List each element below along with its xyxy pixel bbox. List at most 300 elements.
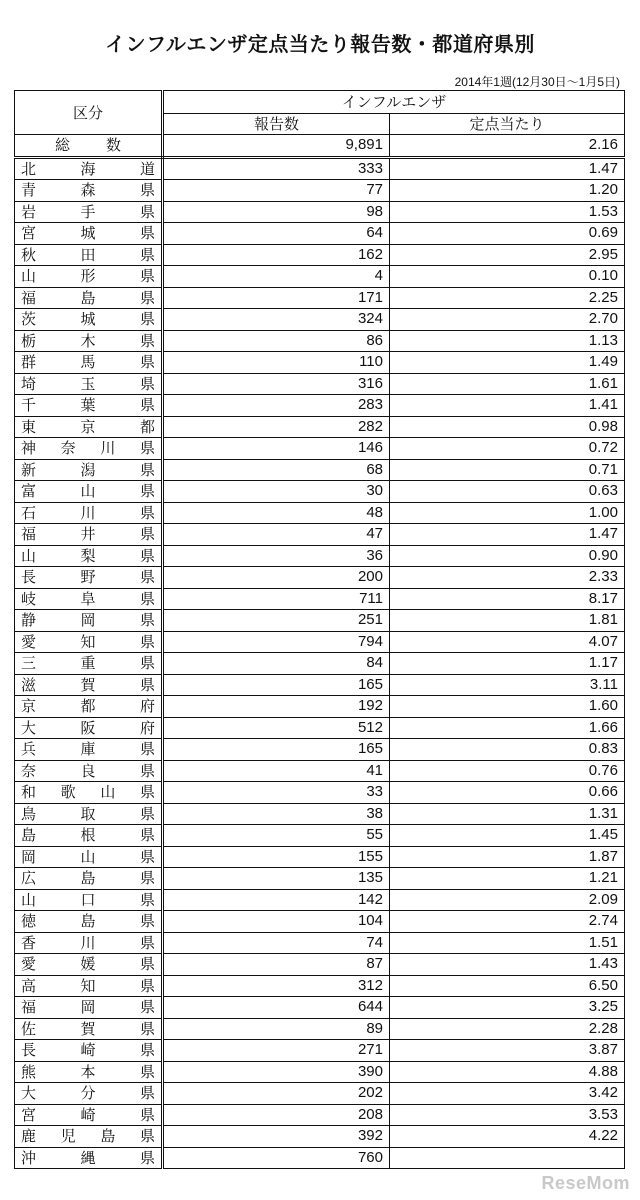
table-row xyxy=(15,438,625,460)
prefecture-name-char: 道 xyxy=(139,159,155,178)
per-sentinel-cell: 1.81 xyxy=(390,610,625,632)
reports-cell: 333 xyxy=(163,157,390,180)
prefecture-name-cell xyxy=(15,545,163,567)
reports-cell: 30 xyxy=(163,481,390,503)
prefecture-name-char: 福 xyxy=(21,998,37,1017)
prefecture-name-cell xyxy=(15,674,163,696)
prefecture-name-char: 県 xyxy=(139,869,155,888)
reports-cell: 711 xyxy=(163,588,390,610)
prefecture-name-char: 県 xyxy=(139,976,155,995)
prefecture-name-char: 愛 xyxy=(21,632,37,651)
per-sentinel-cell: 1.61 xyxy=(390,373,625,395)
per-sentinel-cell: 1.60 xyxy=(390,696,625,718)
prefecture-name-cell xyxy=(15,201,163,223)
prefecture-name-char: 香 xyxy=(21,933,37,952)
per-sentinel-cell: 0.63 xyxy=(390,481,625,503)
table-row xyxy=(15,803,625,825)
prefecture-name-char: 石 xyxy=(21,503,37,522)
prefecture-name-char: 県 xyxy=(139,267,155,286)
prefecture-name-cell xyxy=(15,287,163,309)
table-row xyxy=(15,1040,625,1062)
reports-cell: 202 xyxy=(163,1083,390,1105)
reports-cell: 89 xyxy=(163,1018,390,1040)
reports-cell: 282 xyxy=(163,416,390,438)
per-sentinel-cell: 3.25 xyxy=(390,997,625,1019)
reports-cell: 271 xyxy=(163,1040,390,1062)
per-sentinel-cell: 0.83 xyxy=(390,739,625,761)
prefecture-name-char: 県 xyxy=(139,761,155,780)
per-sentinel-cell: 6.50 xyxy=(390,975,625,997)
prefecture-name-char: 県 xyxy=(139,654,155,673)
prefecture-name-char: 県 xyxy=(139,1084,155,1103)
prefecture-name-char: 岡 xyxy=(80,611,96,630)
table-row xyxy=(15,696,625,718)
prefecture-name-cell xyxy=(15,244,163,266)
per-sentinel-cell: 3.53 xyxy=(390,1104,625,1126)
prefecture-name-char: 野 xyxy=(80,568,96,587)
per-sentinel-cell: 2.28 xyxy=(390,1018,625,1040)
prefecture-name-char: 奈 xyxy=(21,761,37,780)
total-label-char: 数 xyxy=(105,136,121,155)
prefecture-name-char: 熊 xyxy=(21,1062,37,1081)
table-row xyxy=(15,588,625,610)
prefecture-name-char: 県 xyxy=(139,396,155,415)
prefecture-name-cell xyxy=(15,416,163,438)
table-row xyxy=(15,739,625,761)
prefecture-name-char: 山 xyxy=(100,783,116,802)
per-sentinel-cell: 2.09 xyxy=(390,889,625,911)
reports-cell: 4 xyxy=(163,266,390,288)
per-sentinel-cell: 8.17 xyxy=(390,588,625,610)
prefecture-name-char: 京 xyxy=(21,697,37,716)
prefecture-name-char: 県 xyxy=(139,740,155,759)
prefecture-name-char: 県 xyxy=(139,568,155,587)
table-row xyxy=(15,287,625,309)
table-row xyxy=(15,782,625,804)
prefecture-name-cell xyxy=(15,760,163,782)
prefecture-name-cell xyxy=(15,1147,163,1169)
reports-cell: 390 xyxy=(163,1061,390,1083)
per-sentinel-cell: 3.87 xyxy=(390,1040,625,1062)
prefecture-name-char: 県 xyxy=(139,525,155,544)
per-sentinel-cell: 0.66 xyxy=(390,782,625,804)
per-sentinel-cell: 2.95 xyxy=(390,244,625,266)
table-row xyxy=(15,352,625,374)
prefecture-name-char: 川 xyxy=(100,439,116,458)
table-row xyxy=(15,416,625,438)
prefecture-name-char: 県 xyxy=(139,1041,155,1060)
prefecture-name-char: 県 xyxy=(139,181,155,200)
per-sentinel-cell: 0.72 xyxy=(390,438,625,460)
prefecture-name-cell xyxy=(15,825,163,847)
prefecture-name-char: 県 xyxy=(139,1148,155,1167)
per-sentinel-cell: 1.17 xyxy=(390,653,625,675)
reports-cell: 155 xyxy=(163,846,390,868)
total-row xyxy=(15,135,625,158)
per-sentinel-cell: 1.21 xyxy=(390,868,625,890)
prefecture-name-cell xyxy=(15,157,163,180)
prefecture-name-char: 県 xyxy=(139,632,155,651)
prefecture-name-char: 大 xyxy=(21,718,37,737)
per-sentinel-cell: 1.51 xyxy=(390,932,625,954)
table-row xyxy=(15,760,625,782)
per-sentinel-cell: 1.31 xyxy=(390,803,625,825)
reports-cell: 794 xyxy=(163,631,390,653)
reports-cell: 283 xyxy=(163,395,390,417)
reports-cell: 98 xyxy=(163,201,390,223)
table-row xyxy=(15,157,625,180)
table-row xyxy=(15,653,625,675)
page-title: インフルエンザ定点当たり報告数・都道府県別 xyxy=(105,32,535,56)
prefecture-name-char: 県 xyxy=(139,331,155,350)
prefecture-name-char: 県 xyxy=(139,310,155,329)
prefecture-name-char: 静 xyxy=(21,611,37,630)
prefecture-name-char: 栃 xyxy=(21,331,37,350)
prefecture-name-char: 城 xyxy=(80,224,96,243)
prefecture-name-char: 島 xyxy=(100,1127,116,1146)
prefecture-name-char: 梨 xyxy=(80,546,96,565)
table-row xyxy=(15,244,625,266)
prefecture-name-char: 賀 xyxy=(80,1019,96,1038)
prefecture-name-char: 県 xyxy=(139,503,155,522)
prefecture-name-cell xyxy=(15,481,163,503)
reports-cell: 316 xyxy=(163,373,390,395)
reports-header: 報告数 xyxy=(163,114,390,135)
prefecture-name-char: 崎 xyxy=(80,1041,96,1060)
prefecture-name-cell xyxy=(15,330,163,352)
prefecture-name-cell xyxy=(15,502,163,524)
prefecture-name-cell xyxy=(15,911,163,933)
table-row xyxy=(15,997,625,1019)
prefecture-name-cell xyxy=(15,180,163,202)
prefecture-name-char: 川 xyxy=(80,503,96,522)
reports-cell: 68 xyxy=(163,459,390,481)
reports-cell: 644 xyxy=(163,997,390,1019)
prefecture-name-char: 県 xyxy=(139,245,155,264)
influenza-report-table xyxy=(14,90,625,1169)
prefecture-name-char: 鹿 xyxy=(21,1127,37,1146)
per-sentinel-cell: 0.69 xyxy=(390,223,625,245)
prefecture-name-char: 馬 xyxy=(80,353,96,372)
reports-cell: 77 xyxy=(163,180,390,202)
prefecture-name-char: 福 xyxy=(21,525,37,544)
table-row xyxy=(15,1061,625,1083)
table-row xyxy=(15,1104,625,1126)
prefecture-name-char: 埼 xyxy=(21,374,37,393)
prefecture-name-char: 府 xyxy=(139,718,155,737)
prefecture-name-cell xyxy=(15,782,163,804)
reports-cell: 760 xyxy=(163,1147,390,1169)
prefecture-name-char: 県 xyxy=(139,288,155,307)
prefecture-name-char: 県 xyxy=(139,224,155,243)
table-row xyxy=(15,889,625,911)
prefecture-name-char: 長 xyxy=(21,568,37,587)
prefecture-name-char: 県 xyxy=(139,589,155,608)
per-sentinel-header: 定点当たり xyxy=(390,114,625,135)
table-row xyxy=(15,825,625,847)
prefecture-name-char: 井 xyxy=(80,525,96,544)
prefecture-name-char: 岡 xyxy=(80,998,96,1017)
per-sentinel-cell: 4.07 xyxy=(390,631,625,653)
prefecture-name-char: 本 xyxy=(80,1062,96,1081)
reports-cell: 512 xyxy=(163,717,390,739)
per-sentinel-cell: 1.47 xyxy=(390,157,625,180)
prefecture-name-char: 潟 xyxy=(80,460,96,479)
prefecture-name-char: 媛 xyxy=(80,955,96,974)
table-row xyxy=(15,975,625,997)
reports-cell: 146 xyxy=(163,438,390,460)
prefecture-name-char: 千 xyxy=(21,396,37,415)
table-row xyxy=(15,954,625,976)
prefecture-name-cell xyxy=(15,373,163,395)
prefecture-name-char: 山 xyxy=(21,267,37,286)
prefecture-name-char: 高 xyxy=(21,976,37,995)
prefecture-name-char: 県 xyxy=(139,611,155,630)
prefecture-name-cell xyxy=(15,1104,163,1126)
prefecture-name-cell xyxy=(15,954,163,976)
prefecture-name-char: 北 xyxy=(21,159,37,178)
table-row xyxy=(15,1147,625,1169)
total-per-sentinel: 2.16 xyxy=(390,135,625,158)
prefecture-name-char: 奈 xyxy=(60,439,76,458)
prefecture-name-cell xyxy=(15,975,163,997)
prefecture-name-char: 神 xyxy=(21,439,37,458)
prefecture-name-cell xyxy=(15,846,163,868)
reports-cell: 110 xyxy=(163,352,390,374)
prefecture-name-char: 京 xyxy=(80,417,96,436)
table-row xyxy=(15,932,625,954)
prefecture-name-cell xyxy=(15,868,163,890)
prefecture-name-cell xyxy=(15,1040,163,1062)
prefecture-name-char: 三 xyxy=(21,654,37,673)
prefecture-name-char: 県 xyxy=(139,353,155,372)
prefecture-name-char: 県 xyxy=(139,202,155,221)
prefecture-name-cell xyxy=(15,932,163,954)
prefecture-name-char: 森 xyxy=(80,181,96,200)
prefecture-name-char: 県 xyxy=(139,933,155,952)
per-sentinel-cell: 1.66 xyxy=(390,717,625,739)
per-sentinel-cell: 0.71 xyxy=(390,459,625,481)
prefecture-name-char: 手 xyxy=(80,202,96,221)
table-row xyxy=(15,524,625,546)
prefecture-name-char: 東 xyxy=(21,417,37,436)
report-period: 2014年1週(12月30日～1月5日) xyxy=(454,75,620,89)
table-row xyxy=(15,223,625,245)
table-row xyxy=(15,717,625,739)
prefecture-name-char: 重 xyxy=(80,654,96,673)
per-sentinel-cell: 1.45 xyxy=(390,825,625,847)
reports-cell: 142 xyxy=(163,889,390,911)
prefecture-name-char: 知 xyxy=(80,632,96,651)
reports-cell: 165 xyxy=(163,739,390,761)
category-header: 区分 xyxy=(15,91,163,135)
prefecture-name-char: 福 xyxy=(21,288,37,307)
reports-cell: 74 xyxy=(163,932,390,954)
reports-cell: 38 xyxy=(163,803,390,825)
prefecture-name-char: 島 xyxy=(80,288,96,307)
reports-cell: 64 xyxy=(163,223,390,245)
prefecture-name-char: 県 xyxy=(139,912,155,931)
table-row xyxy=(15,180,625,202)
prefecture-name-char: 崎 xyxy=(80,1105,96,1124)
prefecture-name-char: 大 xyxy=(21,1084,37,1103)
prefecture-name-char: 県 xyxy=(139,955,155,974)
reports-cell: 324 xyxy=(163,309,390,331)
prefecture-name-char: 山 xyxy=(21,890,37,909)
prefecture-name-char: 和 xyxy=(21,783,37,802)
reports-cell: 87 xyxy=(163,954,390,976)
prefecture-name-char: 児 xyxy=(60,1127,76,1146)
prefecture-name-cell xyxy=(15,696,163,718)
table-row xyxy=(15,911,625,933)
table-row xyxy=(15,330,625,352)
reports-cell: 84 xyxy=(163,653,390,675)
prefecture-name-cell xyxy=(15,997,163,1019)
reports-cell: 135 xyxy=(163,868,390,890)
prefecture-name-char: 茨 xyxy=(21,310,37,329)
table-row xyxy=(15,1083,625,1105)
prefecture-name-char: 玉 xyxy=(80,374,96,393)
prefecture-name-char: 知 xyxy=(80,976,96,995)
table-row xyxy=(15,459,625,481)
per-sentinel-cell: 1.87 xyxy=(390,846,625,868)
table-row xyxy=(15,1126,625,1148)
prefecture-name-char: 秋 xyxy=(21,245,37,264)
prefecture-name-char: 群 xyxy=(21,353,37,372)
prefecture-name-char: 県 xyxy=(139,783,155,802)
prefecture-name-char: 県 xyxy=(139,439,155,458)
prefecture-name-cell xyxy=(15,223,163,245)
reports-cell: 162 xyxy=(163,244,390,266)
prefecture-name-char: 府 xyxy=(139,697,155,716)
per-sentinel-cell: 4.88 xyxy=(390,1061,625,1083)
prefecture-name-char: 歌 xyxy=(60,783,76,802)
per-sentinel-cell: 0.10 xyxy=(390,266,625,288)
prefecture-name-char: 県 xyxy=(139,482,155,501)
table-row xyxy=(15,674,625,696)
prefecture-name-char: 沖 xyxy=(21,1148,37,1167)
prefecture-name-char: 海 xyxy=(80,159,96,178)
table-row xyxy=(15,545,625,567)
prefecture-name-char: 徳 xyxy=(21,912,37,931)
prefecture-name-cell xyxy=(15,653,163,675)
prefecture-name-char: 分 xyxy=(80,1084,96,1103)
per-sentinel-cell: 2.25 xyxy=(390,287,625,309)
prefecture-name-cell xyxy=(15,631,163,653)
reports-cell: 165 xyxy=(163,674,390,696)
per-sentinel-cell: 1.00 xyxy=(390,502,625,524)
prefecture-name-char: 島 xyxy=(80,912,96,931)
prefecture-name-char: 県 xyxy=(139,847,155,866)
table-row xyxy=(15,373,625,395)
watermark-logo: ReseMom xyxy=(541,1173,630,1193)
per-sentinel-cell: 4.22 xyxy=(390,1126,625,1148)
per-sentinel-cell: 1.13 xyxy=(390,330,625,352)
prefecture-name-char: 県 xyxy=(139,1105,155,1124)
prefecture-name-cell xyxy=(15,567,163,589)
prefecture-name-char: 形 xyxy=(80,267,96,286)
per-sentinel-cell: 2.74 xyxy=(390,911,625,933)
prefecture-name-char: 岩 xyxy=(21,202,37,221)
table-row xyxy=(15,631,625,653)
influenza-group-header: インフルエンザ xyxy=(163,91,625,114)
per-sentinel-cell: 1.47 xyxy=(390,524,625,546)
prefecture-name-char: 県 xyxy=(139,890,155,909)
table-row xyxy=(15,481,625,503)
prefecture-name-char: 賀 xyxy=(80,675,96,694)
prefecture-name-char: 山 xyxy=(80,847,96,866)
prefecture-name-cell xyxy=(15,459,163,481)
per-sentinel-cell: 1.43 xyxy=(390,954,625,976)
prefecture-name-cell xyxy=(15,588,163,610)
prefecture-name-cell xyxy=(15,438,163,460)
prefecture-name-char: 富 xyxy=(21,482,37,501)
prefecture-name-cell xyxy=(15,803,163,825)
prefecture-name-char: 木 xyxy=(80,331,96,350)
table-row xyxy=(15,846,625,868)
prefecture-name-char: 岡 xyxy=(21,847,37,866)
reports-cell: 104 xyxy=(163,911,390,933)
total-label-char: 総 xyxy=(54,136,70,155)
reports-cell: 192 xyxy=(163,696,390,718)
prefecture-name-cell xyxy=(15,1126,163,1148)
prefecture-name-char: 都 xyxy=(139,417,155,436)
reports-cell: 208 xyxy=(163,1104,390,1126)
reports-cell: 48 xyxy=(163,502,390,524)
per-sentinel-cell: 1.49 xyxy=(390,352,625,374)
table-row xyxy=(15,266,625,288)
prefecture-name-char: 都 xyxy=(80,697,96,716)
per-sentinel-cell xyxy=(390,1147,625,1169)
reports-cell: 36 xyxy=(163,545,390,567)
table-row xyxy=(15,868,625,890)
table-row xyxy=(15,309,625,331)
prefecture-name-char: 川 xyxy=(80,933,96,952)
per-sentinel-cell: 0.90 xyxy=(390,545,625,567)
per-sentinel-cell: 3.42 xyxy=(390,1083,625,1105)
prefecture-name-char: 県 xyxy=(139,374,155,393)
prefecture-name-cell xyxy=(15,352,163,374)
reports-cell: 392 xyxy=(163,1126,390,1148)
table-row xyxy=(15,201,625,223)
prefecture-name-cell xyxy=(15,1083,163,1105)
prefecture-name-char: 県 xyxy=(139,546,155,565)
prefecture-name-char: 広 xyxy=(21,869,37,888)
prefecture-name-char: 山 xyxy=(80,482,96,501)
prefecture-name-char: 県 xyxy=(139,998,155,1017)
per-sentinel-cell: 2.33 xyxy=(390,567,625,589)
prefecture-name-char: 阜 xyxy=(80,589,96,608)
prefecture-name-char: 宮 xyxy=(21,224,37,243)
prefecture-name-char: 口 xyxy=(80,890,96,909)
per-sentinel-cell: 0.98 xyxy=(390,416,625,438)
prefecture-name-char: 山 xyxy=(21,546,37,565)
prefecture-name-char: 青 xyxy=(21,181,37,200)
prefecture-name-char: 縄 xyxy=(80,1148,96,1167)
per-sentinel-cell: 1.53 xyxy=(390,201,625,223)
per-sentinel-cell: 1.20 xyxy=(390,180,625,202)
prefecture-name-char: 滋 xyxy=(21,675,37,694)
prefecture-name-char: 城 xyxy=(80,310,96,329)
total-label-cell xyxy=(15,135,163,158)
table-row xyxy=(15,502,625,524)
per-sentinel-cell: 2.70 xyxy=(390,309,625,331)
prefecture-name-cell xyxy=(15,717,163,739)
reports-cell: 86 xyxy=(163,330,390,352)
prefecture-name-char: 県 xyxy=(139,1062,155,1081)
table-row xyxy=(15,1018,625,1040)
prefecture-name-cell xyxy=(15,524,163,546)
